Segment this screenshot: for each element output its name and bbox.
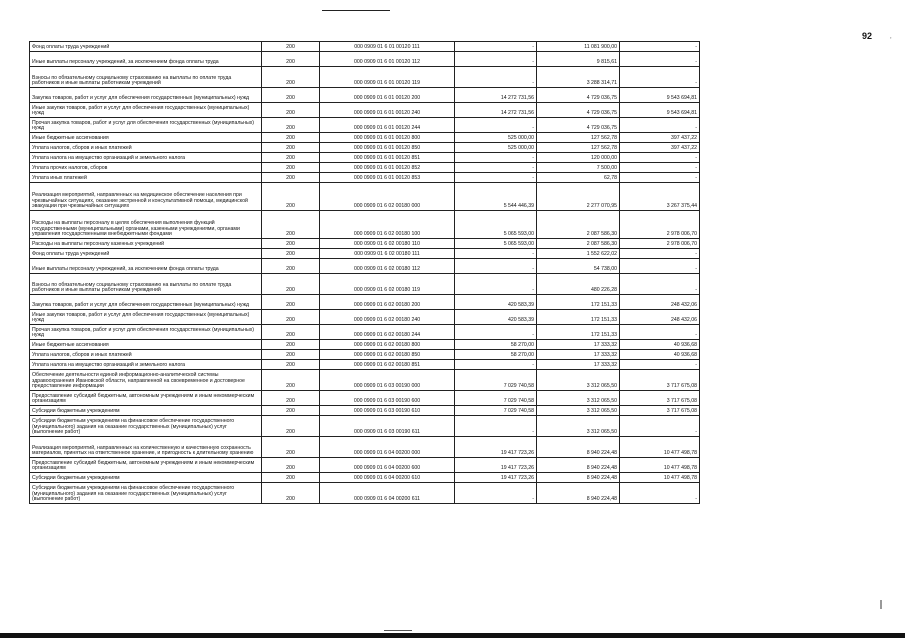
row-kbk-cell: 000 0909 01 6 01 00120 119 [320, 67, 455, 88]
row-code-cell: 200 [262, 183, 320, 211]
row-kbk-cell: 000 0909 01 6 02 00180 119 [320, 274, 455, 295]
table-row [30, 458, 700, 473]
table-row [30, 88, 700, 103]
row-approved-cell: 19 417 723,26 [455, 437, 537, 458]
table-row [30, 406, 700, 416]
row-code-cell: 200 [262, 370, 320, 391]
row-code-cell: 200 [262, 239, 320, 249]
row-code-cell: 200 [262, 483, 320, 504]
row-executed-cell: 4 729 036,75 [537, 118, 620, 133]
row-code-cell: 200 [262, 391, 320, 406]
row-executed-cell: 62,78 [537, 173, 620, 183]
row-remaining-cell: 10 477 498,78 [620, 473, 700, 483]
row-kbk-cell: 000 0909 01 6 02 00180 111 [320, 249, 455, 259]
row-executed-cell: 3 312 065,50 [537, 406, 620, 416]
row-approved-cell: - [455, 483, 537, 504]
row-name-cell: Закупка товаров, работ и услуг для обеспечения государственных (муниципальных) нужд [30, 88, 262, 103]
row-executed-cell: 3 288 314,71 [537, 67, 620, 88]
table-row [30, 437, 700, 458]
row-code-cell: 200 [262, 42, 320, 52]
row-name-cell: Фонд оплаты труда учреждений [30, 249, 262, 259]
table-row [30, 183, 700, 211]
row-code-cell: 200 [262, 406, 320, 416]
row-code-cell: 200 [262, 360, 320, 370]
row-name-cell: Иные закупки товаров, работ и услуг для обеспечения государственных (муниципальных) нужд [30, 103, 262, 118]
row-kbk-cell: 000 0909 01 6 02 00180 244 [320, 325, 455, 340]
row-name-cell: Прочая закупка товаров, работ и услуг для обеспечения государственных (муниципальных) нужд [30, 118, 262, 133]
row-remaining-cell: 3 717 675,08 [620, 391, 700, 406]
row-name-cell: Взносы по обязательному социальному страхованию на выплаты по оплате труда работников и иные выплаты работникам учреждений [30, 67, 262, 88]
row-approved-cell: - [455, 173, 537, 183]
row-executed-cell: 2 087 586,30 [537, 211, 620, 239]
row-approved-cell: 58 270,00 [455, 350, 537, 360]
row-executed-cell: 8 940 224,48 [537, 473, 620, 483]
row-kbk-cell: 000 0909 01 6 02 00180 800 [320, 340, 455, 350]
row-kbk-cell: 000 0909 01 6 04 00200 600 [320, 458, 455, 473]
row-executed-cell: 4 729 036,75 [537, 103, 620, 118]
row-kbk-cell: 000 0909 01 6 01 00120 850 [320, 143, 455, 153]
row-name-cell: Расходы на выплаты персоналу в целях обеспечения выполнения функций государственными (муниципальными) органами, казенными учреждениями, органами управления государственными внебюджетными фондами [30, 211, 262, 239]
table-row [30, 143, 700, 153]
row-remaining-cell: - [620, 42, 700, 52]
row-executed-cell: 8 940 224,48 [537, 458, 620, 473]
table-row [30, 416, 700, 437]
row-kbk-cell: 000 0909 01 6 01 00120 800 [320, 133, 455, 143]
table-row [30, 473, 700, 483]
row-approved-cell: 525 000,00 [455, 133, 537, 143]
row-executed-cell: 54 738,00 [537, 259, 620, 274]
row-remaining-cell: - [620, 274, 700, 295]
table-body [30, 42, 700, 504]
row-approved-cell: - [455, 118, 537, 133]
row-code-cell: 200 [262, 310, 320, 325]
row-kbk-cell: 000 0909 01 6 03 00190 610 [320, 406, 455, 416]
row-remaining-cell: - [620, 483, 700, 504]
row-code-cell: 200 [262, 473, 320, 483]
row-remaining-cell: 2 978 006,70 [620, 211, 700, 239]
row-approved-cell: - [455, 259, 537, 274]
table-row [30, 340, 700, 350]
row-code-cell: 200 [262, 350, 320, 360]
row-code-cell: 200 [262, 88, 320, 103]
row-executed-cell: 17 333,32 [537, 340, 620, 350]
row-approved-cell: 7 029 740,58 [455, 406, 537, 416]
row-executed-cell: 172 151,33 [537, 310, 620, 325]
row-executed-cell: 172 151,33 [537, 325, 620, 340]
row-executed-cell: 172 151,33 [537, 295, 620, 310]
row-code-cell: 200 [262, 437, 320, 458]
row-executed-cell: 480 226,28 [537, 274, 620, 295]
row-code-cell: 200 [262, 249, 320, 259]
bottom-scan-bar [0, 633, 905, 638]
row-code-cell: 200 [262, 295, 320, 310]
row-executed-cell: 120 000,00 [537, 153, 620, 163]
row-remaining-cell: 10 477 498,78 [620, 458, 700, 473]
table-row [30, 103, 700, 118]
row-name-cell: Субсидии бюджетным учреждениям [30, 406, 262, 416]
row-executed-cell: 9 815,61 [537, 52, 620, 67]
row-name-cell: Предоставление субсидий бюджетным, автономным учреждениям и иным некоммерческим организациям [30, 391, 262, 406]
budget-execution-table [29, 41, 700, 504]
row-approved-cell: 19 417 723,26 [455, 473, 537, 483]
row-kbk-cell: 000 0909 01 6 02 00180 851 [320, 360, 455, 370]
row-approved-cell: - [455, 163, 537, 173]
row-name-cell: Прочая закупка товаров, работ и услуг для обеспечения государственных (муниципальных) нужд [30, 325, 262, 340]
row-approved-cell: 5 544 446,39 [455, 183, 537, 211]
row-approved-cell: - [455, 360, 537, 370]
row-remaining-cell: 3 717 675,08 [620, 370, 700, 391]
row-remaining-cell: 397 437,22 [620, 133, 700, 143]
row-remaining-cell: 40 936,68 [620, 350, 700, 360]
row-code-cell: 200 [262, 103, 320, 118]
row-code-cell: 200 [262, 458, 320, 473]
row-kbk-cell: 000 0909 01 6 03 00190 611 [320, 416, 455, 437]
row-remaining-cell: 10 477 498,78 [620, 437, 700, 458]
row-code-cell: 200 [262, 340, 320, 350]
row-name-cell: Реализация мероприятий, направленных на медицинское обеспечение населения при чрезвычайных ситуациях, оказание экстренной и консультативной помощи, медицинской эвакуации при чрезвычайных ситуациях [30, 183, 262, 211]
table-row [30, 67, 700, 88]
row-code-cell: 200 [262, 211, 320, 239]
row-kbk-cell: 000 0909 01 6 01 00120 240 [320, 103, 455, 118]
row-approved-cell: - [455, 249, 537, 259]
row-remaining-cell: - [620, 153, 700, 163]
row-name-cell: Субсидии бюджетным учреждениям [30, 473, 262, 483]
row-approved-cell: - [455, 416, 537, 437]
row-name-cell: Фонд оплаты труда учреждений [30, 42, 262, 52]
table-row [30, 483, 700, 504]
row-name-cell: Иные закупки товаров, работ и услуг для обеспечения государственных (муниципальных) нужд [30, 310, 262, 325]
table-row [30, 360, 700, 370]
row-executed-cell: 2 277 070,95 [537, 183, 620, 211]
row-kbk-cell: 000 0909 01 6 04 00200 000 [320, 437, 455, 458]
row-name-cell: Иные выплаты персоналу учреждений, за исключением фонда оплаты труда [30, 52, 262, 67]
row-executed-cell: 1 552 622,02 [537, 249, 620, 259]
table-row [30, 325, 700, 340]
row-kbk-cell: 000 0909 01 6 04 00200 611 [320, 483, 455, 504]
row-approved-cell: 7 029 740,58 [455, 370, 537, 391]
row-name-cell: Обеспечение деятельности единой информационно-аналитической системы здравоохранения Ивановской области, направленной на своевременное и достоверное предоставление информации [30, 370, 262, 391]
row-remaining-cell: 9 543 694,81 [620, 88, 700, 103]
row-code-cell: 200 [262, 133, 320, 143]
table-row [30, 259, 700, 274]
row-name-cell: Закупка товаров, работ и услуг для обеспечения государственных (муниципальных) нужд [30, 295, 262, 310]
row-name-cell: Уплата налога на имущество организаций и земельного налога [30, 360, 262, 370]
table-row [30, 153, 700, 163]
row-kbk-cell: 000 0909 01 6 01 00120 244 [320, 118, 455, 133]
row-kbk-cell: 000 0909 01 6 02 00180 000 [320, 183, 455, 211]
row-approved-cell: 5 065 593,00 [455, 239, 537, 249]
table-row [30, 391, 700, 406]
row-approved-cell: - [455, 42, 537, 52]
row-remaining-cell: - [620, 163, 700, 173]
table-row [30, 118, 700, 133]
row-name-cell: Иные бюджетные ассигнования [30, 133, 262, 143]
row-remaining-cell: - [620, 67, 700, 88]
row-remaining-cell: 2 978 006,70 [620, 239, 700, 249]
row-remaining-cell: - [620, 325, 700, 340]
row-approved-cell: 525 000,00 [455, 143, 537, 153]
row-approved-cell: 420 583,39 [455, 310, 537, 325]
row-name-cell: Субсидии бюджетным учреждениям на финансовое обеспечение государственного (муниципального) задания на оказание государственных (муниципальных) услуг (выполнение работ) [30, 416, 262, 437]
table-row [30, 163, 700, 173]
row-name-cell: Реализация мероприятий, направленных на количественную и качественную сохранность материалов, принятых на ответственное хранение, и пригодность к длительному хранению [30, 437, 262, 458]
row-approved-cell: 420 583,39 [455, 295, 537, 310]
row-kbk-cell: 000 0909 01 6 04 00200 610 [320, 473, 455, 483]
row-remaining-cell: - [620, 173, 700, 183]
row-remaining-cell: - [620, 52, 700, 67]
table-row [30, 370, 700, 391]
row-code-cell: 200 [262, 259, 320, 274]
table-row [30, 310, 700, 325]
row-name-cell: Уплата прочих налогов, сборов [30, 163, 262, 173]
row-kbk-cell: 000 0909 01 6 01 00120 112 [320, 52, 455, 67]
row-kbk-cell: 000 0909 01 6 01 00120 200 [320, 88, 455, 103]
table-row [30, 350, 700, 360]
row-executed-cell: 127 562,78 [537, 143, 620, 153]
table-row [30, 295, 700, 310]
row-code-cell: 200 [262, 118, 320, 133]
row-code-cell: 200 [262, 173, 320, 183]
row-code-cell: 200 [262, 143, 320, 153]
row-name-cell: Уплата налога на имущество организаций и земельного налога [30, 153, 262, 163]
row-remaining-cell: - [620, 360, 700, 370]
row-name-cell: Уплата налогов, сборов и иных платежей [30, 143, 262, 153]
row-executed-cell: 11 081 900,00 [537, 42, 620, 52]
row-name-cell: Уплата налогов, сборов и иных платежей [30, 350, 262, 360]
row-remaining-cell: 3 267 375,44 [620, 183, 700, 211]
row-remaining-cell: 248 432,06 [620, 295, 700, 310]
row-remaining-cell: 3 717 675,08 [620, 406, 700, 416]
row-code-cell: 200 [262, 153, 320, 163]
row-kbk-cell: 000 0909 01 6 01 00120 851 [320, 153, 455, 163]
row-executed-cell: 3 312 065,50 [537, 391, 620, 406]
row-remaining-cell: - [620, 259, 700, 274]
table-row [30, 239, 700, 249]
row-kbk-cell: 000 0909 01 6 01 00120 853 [320, 173, 455, 183]
row-approved-cell: 19 417 723,26 [455, 458, 537, 473]
row-remaining-cell: 248 432,06 [620, 310, 700, 325]
row-kbk-cell: 000 0909 01 6 02 00180 110 [320, 239, 455, 249]
row-remaining-cell: - [620, 416, 700, 437]
row-approved-cell: - [455, 153, 537, 163]
row-kbk-cell: 000 0909 01 6 02 00180 100 [320, 211, 455, 239]
row-code-cell: 200 [262, 163, 320, 173]
row-name-cell: Взносы по обязательному социальному страхованию на выплаты по оплате труда работников и иные выплаты работникам учреждений [30, 274, 262, 295]
table-row [30, 133, 700, 143]
bottom-line [384, 630, 412, 631]
row-code-cell: 200 [262, 52, 320, 67]
row-name-cell: Расходы на выплаты персоналу казенных учреждений [30, 239, 262, 249]
table-row [30, 274, 700, 295]
row-kbk-cell: 000 0909 01 6 01 00120 111 [320, 42, 455, 52]
row-executed-cell: 7 500,00 [537, 163, 620, 173]
table-row [30, 42, 700, 52]
row-approved-cell: - [455, 52, 537, 67]
table-row [30, 249, 700, 259]
row-code-cell: 200 [262, 416, 320, 437]
row-approved-cell: 14 272 731,56 [455, 88, 537, 103]
row-name-cell: Предоставление субсидий бюджетным, автономным учреждениям и иным некоммерческим организациям [30, 458, 262, 473]
row-remaining-cell: 9 543 694,81 [620, 103, 700, 118]
row-executed-cell: 8 940 224,48 [537, 483, 620, 504]
right-scan-mark [880, 600, 882, 609]
row-approved-cell: 58 270,00 [455, 340, 537, 350]
row-executed-cell: 3 312 065,50 [537, 370, 620, 391]
row-code-cell: 200 [262, 274, 320, 295]
row-executed-cell: 3 312 065,50 [537, 416, 620, 437]
row-kbk-cell: 000 0909 01 6 02 00180 850 [320, 350, 455, 360]
page-number: 92 [862, 31, 873, 41]
row-executed-cell: 4 729 036,75 [537, 88, 620, 103]
table-row [30, 52, 700, 67]
row-remaining-cell: 40 936,68 [620, 340, 700, 350]
top-rule [322, 10, 390, 11]
row-name-cell: Иные бюджетные ассигнования [30, 340, 262, 350]
row-name-cell: Иные выплаты персоналу учреждений, за исключением фонда оплаты труда [30, 259, 262, 274]
row-kbk-cell: 000 0909 01 6 02 00180 112 [320, 259, 455, 274]
row-name-cell: Уплата иных платежей [30, 173, 262, 183]
margin-tick: , [890, 34, 892, 40]
row-approved-cell: - [455, 274, 537, 295]
row-approved-cell: 7 029 740,58 [455, 391, 537, 406]
row-approved-cell: 14 272 731,56 [455, 103, 537, 118]
row-kbk-cell: 000 0909 01 6 02 00180 200 [320, 295, 455, 310]
row-executed-cell: 17 333,32 [537, 360, 620, 370]
row-executed-cell: 2 087 586,30 [537, 239, 620, 249]
table-row [30, 173, 700, 183]
row-executed-cell: 8 940 224,48 [537, 437, 620, 458]
row-kbk-cell: 000 0909 01 6 01 00120 852 [320, 163, 455, 173]
row-name-cell: Субсидии бюджетным учреждениям на финансовое обеспечение государственного (муниципального) задания на оказание государственных (муниципальных) услуг (выполнение работ) [30, 483, 262, 504]
row-remaining-cell: 397 437,22 [620, 143, 700, 153]
row-code-cell: 200 [262, 325, 320, 340]
table-row [30, 211, 700, 239]
row-approved-cell: - [455, 67, 537, 88]
row-remaining-cell: - [620, 118, 700, 133]
row-kbk-cell: 000 0909 01 6 03 00190 600 [320, 391, 455, 406]
row-approved-cell: 5 065 593,00 [455, 211, 537, 239]
row-code-cell: 200 [262, 67, 320, 88]
row-kbk-cell: 000 0909 01 6 03 00190 000 [320, 370, 455, 391]
row-executed-cell: 127 562,78 [537, 133, 620, 143]
row-remaining-cell: - [620, 249, 700, 259]
row-approved-cell: - [455, 325, 537, 340]
row-executed-cell: 17 333,32 [537, 350, 620, 360]
row-kbk-cell: 000 0909 01 6 02 00180 240 [320, 310, 455, 325]
